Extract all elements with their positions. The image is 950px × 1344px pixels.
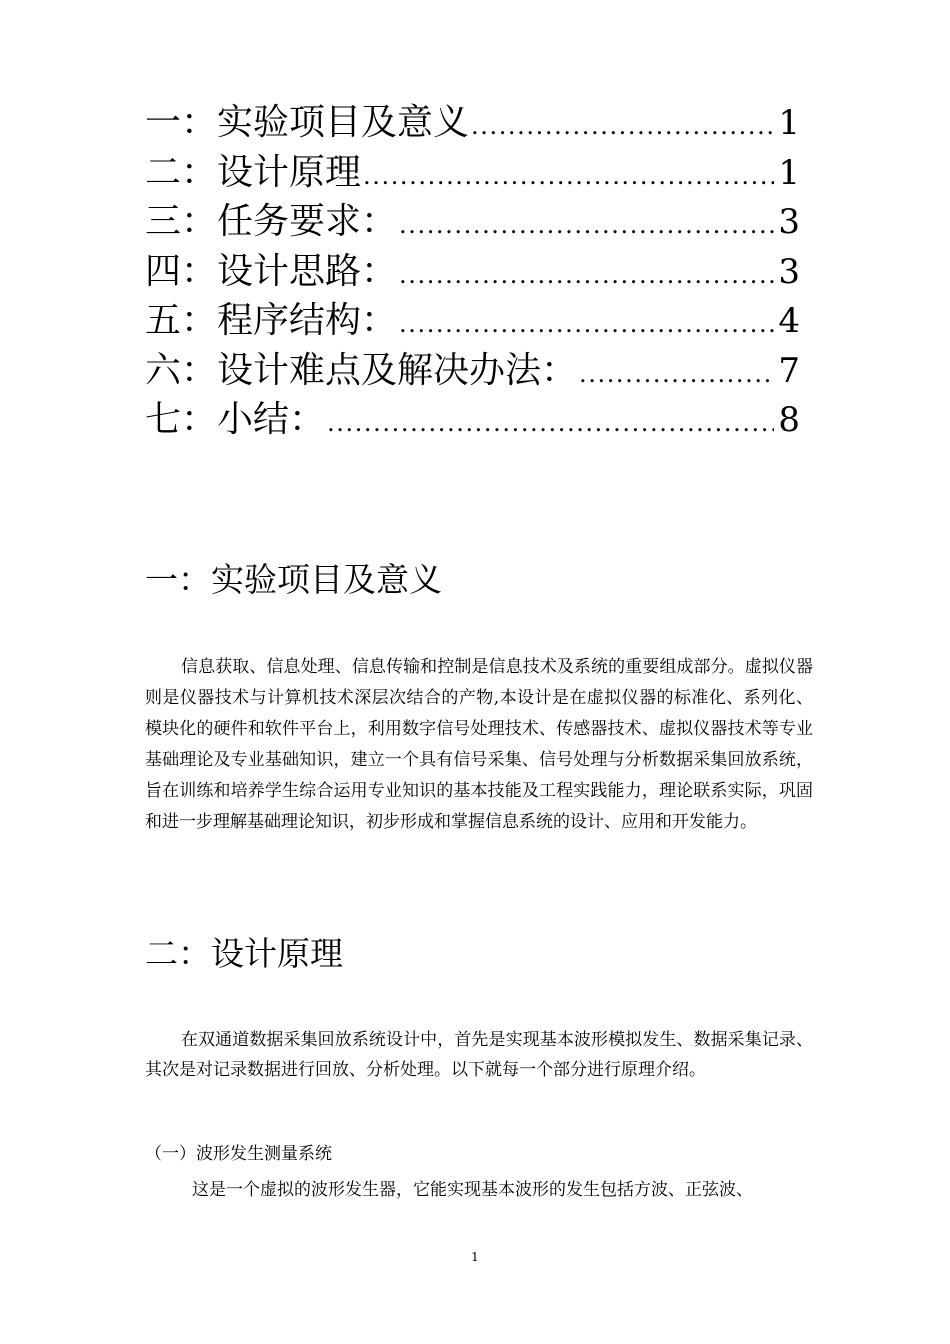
toc-entry-page: 3 <box>778 202 800 242</box>
toc-entry[interactable] <box>145 346 800 396</box>
toc-entry-title: 一：实验项目及意义 <box>145 102 470 143</box>
section-1-paragraph: 信息获取、信息处理、信息传输和控制是信息技术及系统的重要组成部分。虚拟仪器则是仪器技术与计算机技术深层次结合的产物,本设计是在虚拟仪器的标准化、系列化、模块化的硬件和软件平台上，利用数字信号处理技术、传感器技术、虚拟仪器技术等专业基础理论及专业基础知识，建立一个具有信号采集、信号处理与分析数据采集回放系统，旨在训练和培养学生综合运用专业知识的基本技能及工程实践能力，理论联系实际，巩固和进一步理解基础理论知识，初步形成和掌握信息系统的设计、应用和开发能力。 <box>145 657 813 832</box>
page-number: 1 <box>471 1250 479 1264</box>
subsection-heading: （一）波形发生测量系统 <box>145 1144 332 1164</box>
section-2-paragraph: 在双通道数据采集回放系统设计中，首先是实现基本波形模拟发生、数据采集记录、其次是对记录数据进行回放、分析处理。以下就每一个部分进行原理介绍。 <box>145 1030 813 1080</box>
toc-entry[interactable] <box>145 395 800 445</box>
toc-entry-title: 五：程序结构： <box>145 300 398 341</box>
toc-entry-title: 二：设计原理 <box>145 151 362 193</box>
toc-entry-page: 7 <box>778 350 800 391</box>
toc-leader-dots <box>399 251 774 301</box>
toc-entry[interactable] <box>145 247 800 297</box>
toc-entry-title: 三：任务要求： <box>145 201 398 242</box>
toc-entry[interactable] <box>145 148 800 198</box>
toc-leader-dots <box>579 350 774 400</box>
section-heading-2: 二：设计原理 <box>145 934 343 973</box>
toc-entry-title: 七：小结： <box>145 399 326 440</box>
toc-entry[interactable] <box>145 98 800 148</box>
subsection-paragraph: 这是一个虚拟的波形发生器，它能实现基本波形的发生包括方波、正弦波、 <box>192 1180 753 1200</box>
toc-entry-page: 1 <box>778 152 800 193</box>
toc-entry-page: 8 <box>778 400 800 440</box>
toc-leader-dots <box>399 201 774 251</box>
toc-entry-title: 四：设计思路： <box>145 250 398 292</box>
toc-entry-page: 4 <box>778 301 800 341</box>
toc-entry[interactable] <box>145 296 800 346</box>
toc-entry-page: 3 <box>778 251 800 292</box>
toc-entry[interactable] <box>145 197 800 247</box>
toc-entry-page: 1 <box>778 103 800 143</box>
toc-leader-dots <box>363 152 774 202</box>
toc-leader-dots <box>471 102 774 152</box>
toc-entry-title: 六：设计难点及解决办法： <box>145 349 578 391</box>
toc-leader-dots <box>327 399 774 449</box>
toc-leader-dots <box>399 300 774 350</box>
table-of-contents <box>145 98 800 445</box>
section-heading-1: 一：实验项目及意义 <box>145 560 442 599</box>
